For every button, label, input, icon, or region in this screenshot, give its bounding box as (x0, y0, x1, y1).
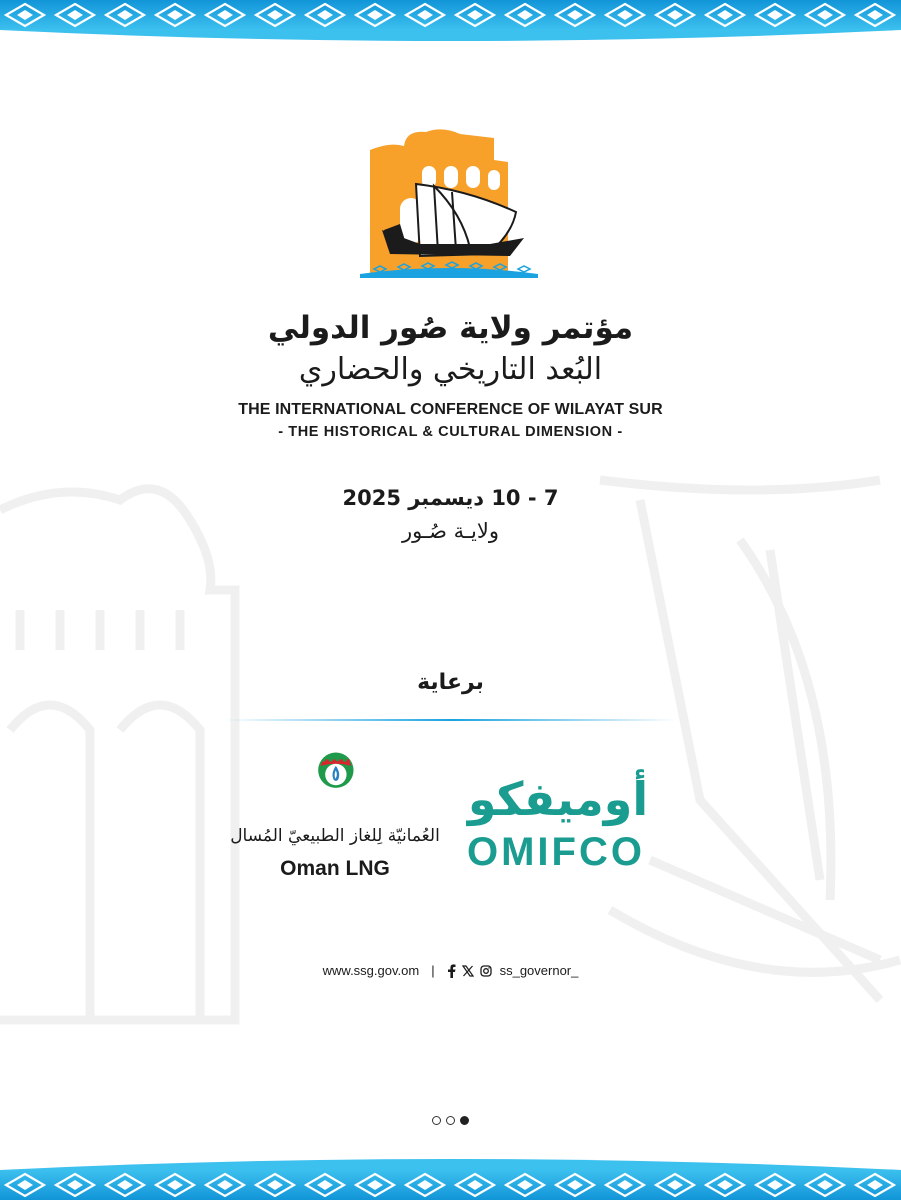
oman-lng-name-english: Oman LNG (280, 857, 390, 880)
website-link[interactable]: www.ssg.gov.om (322, 963, 420, 978)
pagination-dots (0, 1116, 901, 1125)
section-divider (225, 719, 677, 721)
omifco-name-english: OMIFCO (467, 830, 645, 874)
social-icons (447, 964, 492, 978)
page-dot-2[interactable] (446, 1116, 455, 1125)
patronage-label: برعاية (417, 670, 484, 695)
event-date: 7 - 10 ديسمبر 2025 (342, 486, 559, 510)
instagram-icon[interactable] (480, 965, 492, 977)
footer-separator: | (431, 963, 435, 978)
bottom-decorative-band (0, 1156, 901, 1200)
title-arabic-line2: البُعد التاريخي والحضاري (298, 352, 603, 387)
title-arabic-line1: مؤتمر ولاية صُور الدولي (267, 310, 634, 346)
title-english-line2: - THE HISTORICAL & CULTURAL DIMENSION - (278, 424, 623, 440)
oman-lng-name-arabic: العُمانيّة لِلغاز الطبيعيّ المُسال (230, 826, 440, 846)
conference-emblem-logo (360, 126, 538, 278)
page-dot-3-active[interactable] (460, 1116, 469, 1125)
page-dot-1[interactable] (432, 1116, 441, 1125)
footer-contact (0, 963, 901, 978)
top-decorative-band (0, 0, 901, 44)
event-location: ولايـة صُـور (401, 519, 500, 543)
facebook-icon[interactable] (447, 964, 456, 978)
title-english-line1: THE INTERNATIONAL CONFERENCE OF WILAYAT SUR (238, 401, 663, 418)
omifco-name-arabic: أوميفكو (467, 772, 649, 826)
x-icon[interactable] (462, 965, 474, 977)
social-handle[interactable]: ss_governor_ (499, 963, 579, 978)
oman-lng-logo (248, 752, 428, 827)
